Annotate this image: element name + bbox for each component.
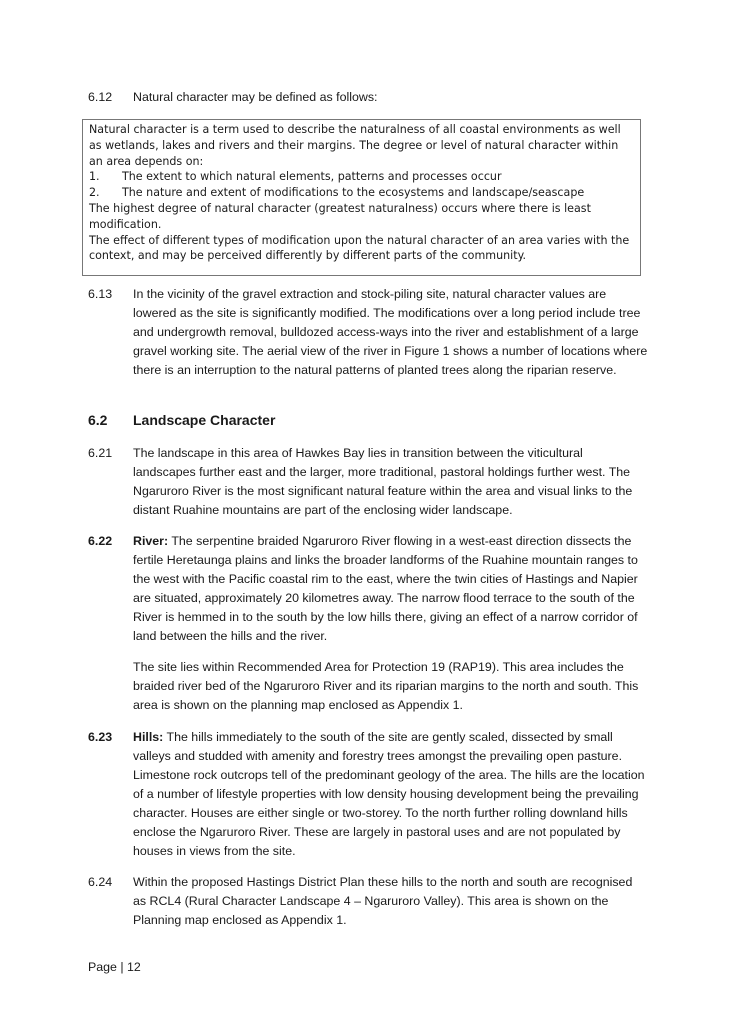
paragraph-6-23: [88, 728, 648, 861]
list-number: 1.: [89, 170, 100, 184]
paragraph-number: 6.23: [88, 730, 113, 744]
definition-intro: Natural character is a term used to describe the naturalness of all coastal environments as well as wetlands, lakes and rivers and their margins. The degree or level of natural character within an area depends on:: [89, 123, 621, 168]
paragraph-text: The landscape in this area of Hawkes Bay lies in transition between the viticultural landscapes further east and the larger, more traditional, pastoral holdings further west. The Ngaruroro River is the most significant natural feature within the area and visual links to the distant Ruahine mountains are part of the enclosing wider landscape.: [133, 446, 633, 517]
paragraph-6-22: [88, 532, 648, 715]
paragraph-6-13: [88, 285, 648, 380]
definition-paragraph: The effect of different types of modification upon the natural character of an area varies with the context, and may be perceived differently by different parts of the community.: [89, 233, 630, 263]
list-text: The nature and extent of modifications to the ecosystems and landscape/seascape: [122, 186, 585, 200]
section-number: 6.2: [88, 412, 108, 428]
paragraph-lead: Hills:: [133, 730, 164, 744]
paragraph-number: 6.22: [88, 534, 113, 548]
section-heading: [88, 412, 275, 428]
paragraph-text: Within the proposed Hastings District Plan these hills to the north and south are recognised as RCL4 (Rural Character Landscape 4 – Ngaruroro Valley). This area is shown on the Planning map enclosed as Appendix 1.: [133, 875, 633, 927]
paragraph-6-12: [88, 88, 648, 107]
paragraph-body: The serpentine braided Ngaruroro River flowing in a west-east direction dissects the fertile Heretaunga plains and links the broader landforms of the Ruahine mountain ranges to the west with the Pacific coastal rim to the east, where the twin cities of Hastings and Napier are situated, approximately 20 kilometres away. The narrow flood terrace to the south of the River is hemmed in to the south by the low hills there, giving an effect of a narrow corridor of land between the hills and the river.: [133, 534, 638, 643]
paragraph-continuation: The site lies within Recommended Area for Protection 19 (RAP19). This area includes the braided river bed of the Ngaruroro River and its riparian margins to the north and south. This area is shown on the planning map enclosed as Appendix 1.: [133, 660, 639, 712]
paragraph-body: The hills immediately to the south of the site are gently scaled, dissected by small valleys and studded with amenity and forestry trees amongst the prevailing open pasture. Limestone rock outcrops tell of the predominant geology of the area. The hills are the location of a number of lifestyle properties with low density housing development being the prevailing character. Houses are either single or two-storey. To the north further rolling downland hills enclose the Ngaruroro River. These are largely in pastoral uses and are not populated by houses in views from the site.: [133, 730, 645, 858]
paragraph-6-24: [88, 873, 648, 930]
definition-list-item: [89, 185, 634, 201]
paragraph-text: [133, 532, 648, 646]
definition-paragraph: The highest degree of natural character (greatest naturalness) occurs where there is least modification.: [89, 201, 591, 231]
paragraph-text: Natural character may be defined as follows:: [133, 90, 378, 104]
definition-list-item: [89, 169, 634, 185]
paragraph-number: 6.21: [88, 446, 113, 460]
list-text: The extent to which natural elements, patterns and processes occur: [122, 170, 502, 184]
definition-box: [82, 119, 641, 276]
paragraph-lead: River:: [133, 534, 169, 548]
paragraph-text: [133, 728, 648, 861]
list-number: 2.: [89, 186, 100, 200]
paragraph-text: In the vicinity of the gravel extraction and stock-piling site, natural character values are lowered as the site is significantly modified. The modifications over a long period include tree and undergrowth removal, bulldozed access-ways into the river and establishment of a large gravel working site. The aerial view of the river in Figure 1 shows a number of locations where there is an interruption to the natural patterns of planted trees along the riparian reserve.: [133, 287, 648, 377]
paragraph-6-21: [88, 444, 648, 520]
paragraph-number: 6.24: [88, 875, 113, 889]
paragraph-number: 6.12: [88, 90, 113, 104]
paragraph-number: 6.13: [88, 287, 113, 301]
section-title: Landscape Character: [133, 412, 276, 428]
page-footer: Page | 12: [88, 960, 141, 974]
